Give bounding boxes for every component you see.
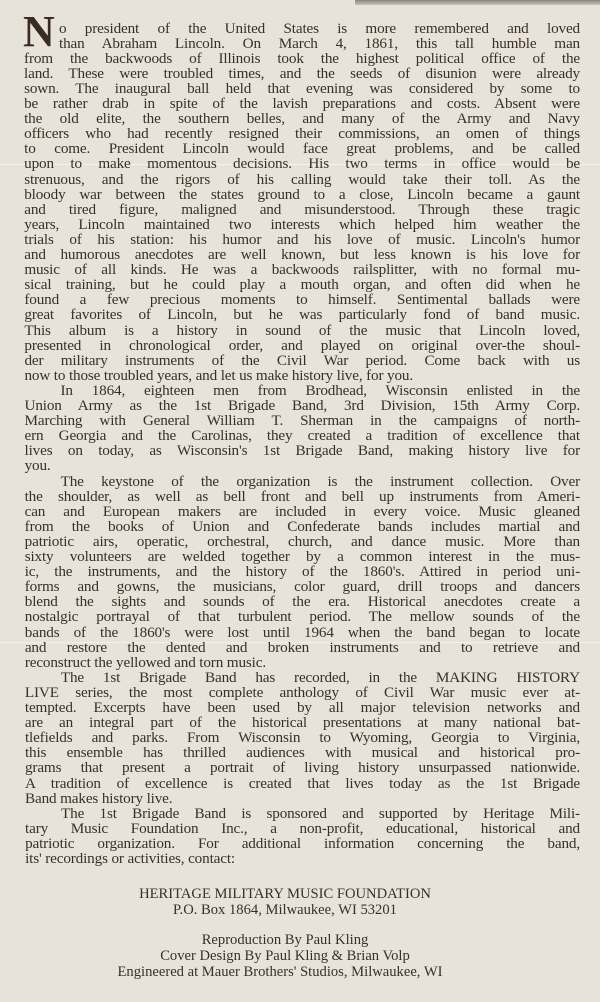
text-line: ic, the instruments, and the history of the 1860's. Attired in period uni- xyxy=(24,563,580,581)
text-line: In 1864, eighteen men from Brodhead, Wisconsin enlisted in the xyxy=(60,381,580,399)
text-line: Marching with General William T. Sherman in the campaigns of north- xyxy=(24,412,580,430)
text-line: trials of his station: his humor and his love of music. Lincoln's humor xyxy=(24,230,580,248)
text-line: der military instruments of the Civil War period. Come back with us xyxy=(24,351,580,369)
text-line: ern Georgia and the Carolinas, they created a tradition of excellence that xyxy=(24,427,580,445)
text-line: The keystone of the organization is the instrument collection. Over xyxy=(60,472,580,490)
text-line: The 1st Brigade Band is sponsored and supported by Heritage Mili- xyxy=(61,804,580,822)
contact-address: P.O. Box 1864, Milwaukee, WI 53201 xyxy=(173,902,397,918)
text-line: sical training, but he could play a mouth organ, and often did when he xyxy=(24,276,580,294)
text-line: sixty volunteers are welded together by a common interest in the mus- xyxy=(24,548,580,565)
text-line: This album is a history in sound of the music that Lincoln loved, xyxy=(24,321,580,339)
credit-reproduction: Reproduction By Paul Kling xyxy=(201,932,369,948)
contact-name: HERITAGE MILITARY MUSIC FOUNDATION xyxy=(139,886,431,902)
text-line: LIVE series, the most complete anthology of Civil War music ever at- xyxy=(24,683,580,701)
text-line: are an integral part of the historical presentations at many national bat- xyxy=(24,714,580,732)
text-line: blend the sights and sounds of the era. Historical anecdotes create a xyxy=(24,593,580,611)
text-line: sown. The inaugural ball held that evening was considered by some to xyxy=(24,79,580,97)
text-line: reconstruct the yellowed and torn music. xyxy=(24,653,266,671)
credit-cover-design: Cover Design By Paul Kling & Brian Volp xyxy=(160,948,410,964)
text-line: officers who had recently resigned their commissions, an omen of things xyxy=(24,125,580,143)
text-line: Union Army as the 1st Brigade Band, 3rd Division, 15th Army Corp. xyxy=(24,397,580,414)
text-line: years, Lincoln maintained two interests which helped him weather the xyxy=(24,215,580,233)
drop-cap: N xyxy=(23,7,55,56)
text-line: lives on today, as Wisconsin's 1st Brigade Band, making history live for xyxy=(24,442,580,460)
text-line: bands of the 1860's were lost until 1964 when the band began to locate xyxy=(24,623,580,641)
text-line: can and European makers are included in every voice. Music gleaned xyxy=(24,502,580,520)
text-line: strenuous, and the rigors of his calling would take their toll. As the xyxy=(24,170,580,188)
text-line: tempted. Excerpts have been used by all major television networks and xyxy=(24,699,580,716)
text-line: land. These were troubled times, and the seeds of disunion were already xyxy=(24,64,580,82)
text-line: from the backwoods of Illinois took the highest political office of the xyxy=(24,49,580,67)
text-line: patriotic airs, operatic, orchestral, church, and dance music. More than xyxy=(24,532,580,550)
top-edge-strip xyxy=(355,0,600,5)
text-line: this ensemble has thrilled audiences with musical and historical pro- xyxy=(24,744,580,762)
text-line: tary Music Foundation Inc., a non-profit, educational, historical and xyxy=(25,819,580,837)
text-line: music of all kinds. He was a backwoods railsplitter, with no formal mu- xyxy=(24,261,580,279)
text-line: forms and gowns, the musicians, color guard, drill troops and dancers xyxy=(24,578,580,596)
text-line: patriotic organization. For additional information concerning the band, xyxy=(25,834,580,852)
text-line: A tradition of excellence is created that lives today as the 1st Brigade xyxy=(25,774,580,792)
text-line: its' recordings or activities, contact: xyxy=(25,850,235,867)
text-line: found a few precious moments to himself. Sentimental ballads were xyxy=(24,291,580,309)
text-line: o president of the United States is more remembered and loved xyxy=(59,19,580,37)
text-line: and tired figure, maligned and misunderstood. Through these tragic xyxy=(24,200,580,218)
text-line: now to those troubled years, and let us make history live, for you. xyxy=(24,366,413,384)
credit-engineering: Engineered at Mauer Brothers' Studios, Milwaukee, WI xyxy=(117,964,443,980)
text-line: nostalgic portrayal of that turbulent period. The mellow sounds of the xyxy=(24,608,580,626)
text-line: presented in chronological order, and played on original over-the shoul- xyxy=(24,336,580,354)
text-line: be rather drab in spite of the lavish preparations and costs. Absent were xyxy=(24,95,580,112)
text-line: from the books of Union and Confederate bands includes martial and xyxy=(24,517,580,535)
text-line: to come. President Lincoln would face great problems, and be called xyxy=(24,140,580,158)
text-line: tlefields and parks. From Wisconsin to Wyoming, Georgia to Virginia, xyxy=(24,729,580,747)
text-line: than Abraham Lincoln. On March 4, 1861, this tall humble man xyxy=(59,34,580,52)
text-line: great favorites of Lincoln, but he was particularly fond of band music. xyxy=(24,306,580,324)
text-line: Band makes history live. xyxy=(25,789,173,807)
text-line: The 1st Brigade Band has recorded, in the MAKING HISTORY xyxy=(60,668,580,686)
text-line: the shoulder, as well as bell front and bell up instruments from Ameri- xyxy=(24,487,580,505)
text-line: bloody war between the states ground to a close, Lincoln became a gaunt xyxy=(24,185,580,203)
text-line: the old elite, the southern belles, and many of the Army and Navy xyxy=(24,110,580,128)
text-line: grams that present a portrait of living history unsurpassed nationwide. xyxy=(24,759,580,777)
text-line: and humorous anecdotes are well known, but less known is his love for xyxy=(24,246,580,263)
text-line: and restore the dented and broken instruments and to retrieve and xyxy=(24,638,580,656)
text-line: you. xyxy=(24,457,51,475)
text-line: upon to make momentous decisions. His two terms in office would be xyxy=(24,155,580,173)
